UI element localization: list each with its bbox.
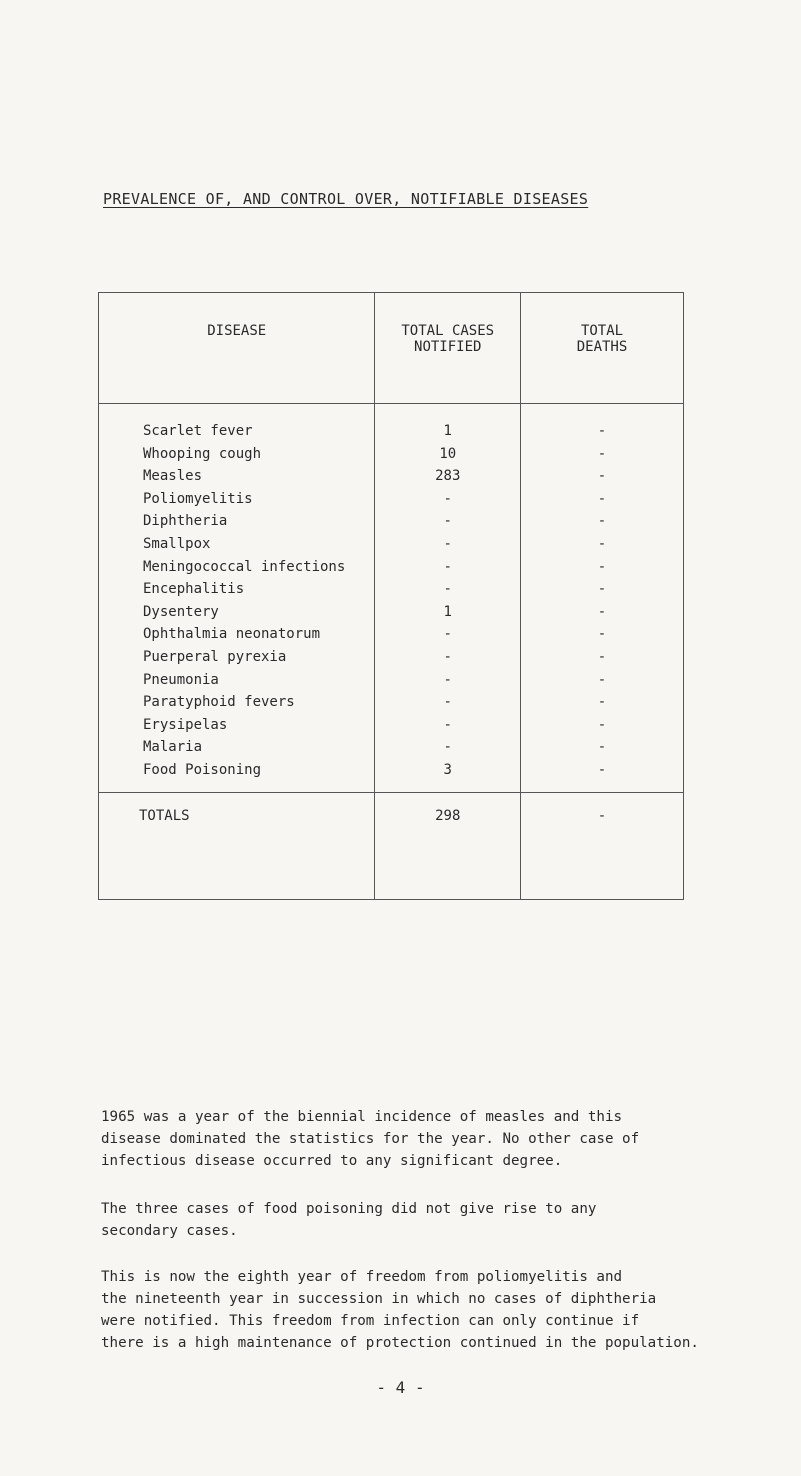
cases-cell: 3: [375, 759, 521, 792]
deaths-cell: -: [521, 510, 684, 533]
cases-cell: -: [375, 669, 521, 692]
deaths-cell: -: [521, 691, 684, 714]
deaths-cell: -: [521, 714, 684, 737]
disease-cell: Pneumonia: [99, 669, 375, 692]
deaths-cell: -: [521, 736, 684, 759]
disease-cell: Scarlet fever: [99, 404, 375, 443]
table-row: [99, 646, 684, 669]
cases-cell: -: [375, 488, 521, 511]
table-row: [99, 714, 684, 737]
disease-cell: Encephalitis: [99, 578, 375, 601]
cases-cell: -: [375, 623, 521, 646]
deaths-cell: -: [521, 669, 684, 692]
deaths-cell: -: [521, 404, 684, 443]
disease-cell: Smallpox: [99, 533, 375, 556]
disease-cell: Ophthalmia neonatorum: [99, 623, 375, 646]
cases-cell: -: [375, 578, 521, 601]
table-row: [99, 691, 684, 714]
deaths-cell: -: [521, 578, 684, 601]
table-header-row: [99, 293, 684, 404]
paragraph-measles: 1965 was a year of the biennial incidence of measles and this disease dominated the statistics for the year. No other case of infectious disease occurred to any significant degree.: [101, 1109, 640, 1169]
header-disease: DISEASE: [99, 293, 375, 404]
cases-cell: 1: [375, 601, 521, 624]
disease-cell: Whooping cough: [99, 443, 375, 466]
deaths-cell: -: [521, 443, 684, 466]
totals-cases: 298: [375, 792, 521, 899]
table-row: [99, 669, 684, 692]
totals-row: [99, 792, 684, 899]
table-row: [99, 578, 684, 601]
deaths-cell: -: [521, 601, 684, 624]
disease-cell: Malaria: [99, 736, 375, 759]
cases-cell: -: [375, 510, 521, 533]
paragraph-polio-diphtheria: This is now the eighth year of freedom from poliomyelitis and the nineteenth year in succession in which no cases of diphtheria were notified. This freedom from infection can only continue if there is a high maintenance of protection continued in the population.: [101, 1269, 699, 1351]
header-total-cases-notified: TOTAL CASES NOTIFIED: [375, 293, 521, 404]
totals-label: TOTALS: [99, 792, 375, 899]
totals-deaths: -: [521, 792, 684, 899]
table-row: [99, 488, 684, 511]
disease-cell: Puerperal pyrexia: [99, 646, 375, 669]
deaths-cell: -: [521, 465, 684, 488]
cases-cell: -: [375, 556, 521, 579]
table-row: [99, 736, 684, 759]
disease-cell: Poliomyelitis: [99, 488, 375, 511]
paragraph-food-poisoning: The three cases of food poisoning did not give rise to any secondary cases.: [101, 1201, 597, 1239]
table-row: [99, 601, 684, 624]
cases-cell: 283: [375, 465, 521, 488]
table-row: [99, 759, 684, 792]
table-row: [99, 443, 684, 466]
cases-cell: -: [375, 736, 521, 759]
disease-cell: Diphtheria: [99, 510, 375, 533]
deaths-cell: -: [521, 488, 684, 511]
disease-cell: Meningococcal infections: [99, 556, 375, 579]
cases-cell: -: [375, 691, 521, 714]
cases-cell: -: [375, 714, 521, 737]
table-row: [99, 510, 684, 533]
deaths-cell: -: [521, 556, 684, 579]
deaths-cell: -: [521, 623, 684, 646]
cases-cell: 1: [375, 404, 521, 443]
table-row: [99, 533, 684, 556]
page-title: PREVALENCE OF, AND CONTROL OVER, NOTIFIABLE DISEASES: [103, 190, 589, 208]
table-row: [99, 465, 684, 488]
cases-cell: -: [375, 646, 521, 669]
notifiable-diseases-table: [98, 292, 684, 900]
header-total-deaths: TOTAL DEATHS: [521, 293, 684, 404]
disease-cell: Erysipelas: [99, 714, 375, 737]
page-number: - 4 -: [376, 1378, 425, 1397]
disease-cell: Paratyphoid fevers: [99, 691, 375, 714]
deaths-cell: -: [521, 533, 684, 556]
disease-cell: Dysentery: [99, 601, 375, 624]
table-row: [99, 556, 684, 579]
disease-cell: Food Poisoning: [99, 759, 375, 792]
disease-cell: Measles: [99, 465, 375, 488]
deaths-cell: -: [521, 759, 684, 792]
deaths-cell: -: [521, 646, 684, 669]
table-row: [99, 623, 684, 646]
cases-cell: -: [375, 533, 521, 556]
table-row: [99, 404, 684, 443]
cases-cell: 10: [375, 443, 521, 466]
